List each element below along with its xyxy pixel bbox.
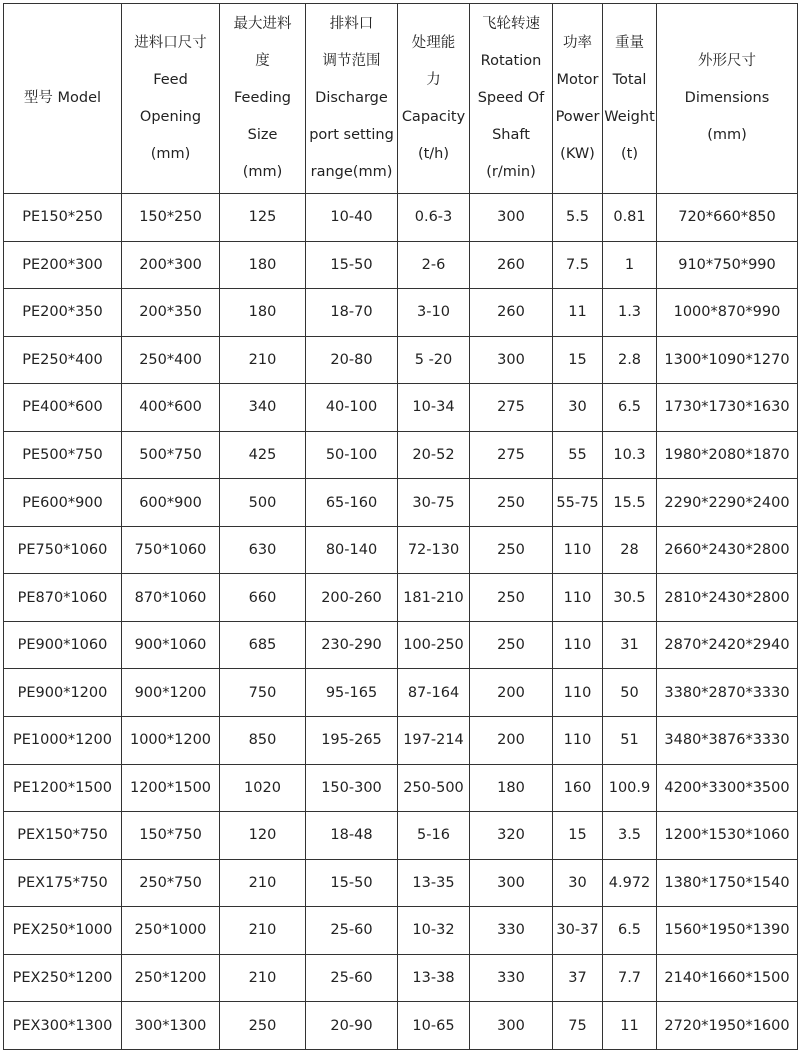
cell-rotation-speed: 250: [470, 526, 553, 574]
cell-dimensions: 1200*1530*1060: [657, 812, 798, 860]
cell-motor-power: 110: [553, 574, 603, 622]
header-line: (mm): [150, 145, 191, 162]
table-row: [4, 669, 798, 717]
cell-motor-power: 37: [553, 954, 603, 1002]
cell-feed-opening: 250*400: [122, 336, 220, 384]
cell-rotation-speed: 320: [470, 812, 553, 860]
cell-capacity: 181-210: [398, 574, 470, 622]
cell-motor-power: 110: [553, 717, 603, 765]
cell-capacity: 3-10: [398, 289, 470, 337]
table-row: [4, 812, 798, 860]
cell-capacity: 100-250: [398, 621, 470, 669]
cell-dimensions: 2720*1950*1600: [657, 1002, 798, 1050]
cell-rotation-speed: 275: [470, 431, 553, 479]
header-line: 最大进料: [233, 16, 292, 32]
table-row: [4, 717, 798, 765]
cell-motor-power: 5.5: [553, 194, 603, 242]
cell-model: PE200*350: [4, 289, 122, 337]
header-feed-opening: [122, 4, 220, 194]
cell-dimensions: 1000*870*990: [657, 289, 798, 337]
cell-feeding-size: 210: [220, 954, 306, 1002]
cell-capacity: 20-52: [398, 431, 470, 479]
cell-feed-opening: 250*750: [122, 859, 220, 907]
cell-feeding-size: 750: [220, 669, 306, 717]
cell-motor-power: 160: [553, 764, 603, 812]
cell-total-weight: 51: [603, 717, 657, 765]
table-row: [4, 194, 798, 242]
header-line: port setting: [309, 127, 394, 143]
cell-dimensions: 2810*2430*2800: [657, 574, 798, 622]
cell-capacity: 10-32: [398, 907, 470, 955]
cell-discharge-range: 25-60: [306, 954, 398, 1002]
cell-dimensions: 4200*3300*3500: [657, 764, 798, 812]
cell-feeding-size: 1020: [220, 764, 306, 812]
cell-total-weight: 28: [603, 526, 657, 574]
cell-feed-opening: 1200*1500: [122, 764, 220, 812]
cell-feed-opening: 1000*1200: [122, 717, 220, 765]
cell-dimensions: 1560*1950*1390: [657, 907, 798, 955]
cell-capacity: 250-500: [398, 764, 470, 812]
cell-rotation-speed: 200: [470, 717, 553, 765]
cell-feeding-size: 210: [220, 907, 306, 955]
cell-motor-power: 30: [553, 384, 603, 432]
cell-feeding-size: 685: [220, 621, 306, 669]
table-row: [4, 479, 798, 527]
cell-feed-opening: 200*300: [122, 241, 220, 289]
cell-feed-opening: 600*900: [122, 479, 220, 527]
cell-discharge-range: 95-165: [306, 669, 398, 717]
header-line: (t): [621, 145, 638, 162]
table-row: [4, 241, 798, 289]
cell-model: PE250*400: [4, 336, 122, 384]
header-line: (KW): [560, 145, 595, 162]
cell-total-weight: 6.5: [603, 384, 657, 432]
header-line: 重量: [615, 34, 644, 51]
header-total-weight: [603, 4, 657, 194]
cell-feeding-size: 250: [220, 1002, 306, 1050]
header-line: 飞轮转速: [482, 16, 540, 32]
cell-total-weight: 30.5: [603, 574, 657, 622]
cell-dimensions: 1730*1730*1630: [657, 384, 798, 432]
header-line: (mm): [707, 127, 747, 143]
table-row: [4, 954, 798, 1002]
cell-total-weight: 1.3: [603, 289, 657, 337]
cell-model: PE150*250: [4, 194, 122, 242]
spec-table: [3, 3, 798, 1050]
header-line: Feed: [153, 71, 188, 88]
cell-dimensions: 2870*2420*2940: [657, 621, 798, 669]
table-row: [4, 384, 798, 432]
header-line: (t/h): [417, 145, 450, 162]
header-line: Size: [247, 127, 278, 143]
cell-feeding-size: 210: [220, 336, 306, 384]
header-line: 型号 Model: [23, 90, 102, 106]
cell-feeding-size: 210: [220, 859, 306, 907]
header-rotation-speed: [470, 4, 553, 194]
cell-rotation-speed: 330: [470, 907, 553, 955]
cell-rotation-speed: 300: [470, 336, 553, 384]
cell-rotation-speed: 330: [470, 954, 553, 1002]
cell-discharge-range: 10-40: [306, 194, 398, 242]
cell-feeding-size: 425: [220, 431, 306, 479]
cell-rotation-speed: 300: [470, 859, 553, 907]
cell-dimensions: 3380*2870*3330: [657, 669, 798, 717]
header-line: 调节范围: [322, 53, 381, 69]
cell-dimensions: 1300*1090*1270: [657, 336, 798, 384]
cell-model: PEX250*1000: [4, 907, 122, 955]
cell-model: PEX250*1200: [4, 954, 122, 1002]
cell-model: PE900*1060: [4, 621, 122, 669]
cell-model: PE600*900: [4, 479, 122, 527]
table-row: [4, 574, 798, 622]
cell-motor-power: 30: [553, 859, 603, 907]
cell-rotation-speed: 275: [470, 384, 553, 432]
cell-feeding-size: 340: [220, 384, 306, 432]
cell-total-weight: 7.7: [603, 954, 657, 1002]
cell-discharge-range: 150-300: [306, 764, 398, 812]
cell-model: PE870*1060: [4, 574, 122, 622]
header-line: Speed Of: [477, 90, 545, 106]
cell-feed-opening: 250*1000: [122, 907, 220, 955]
header-line: (r/min): [486, 164, 536, 180]
table-row: [4, 621, 798, 669]
cell-discharge-range: 20-80: [306, 336, 398, 384]
cell-feed-opening: 150*750: [122, 812, 220, 860]
table-body: [4, 194, 798, 1050]
table-row: [4, 1002, 798, 1050]
cell-dimensions: 720*660*850: [657, 194, 798, 242]
cell-capacity: 13-35: [398, 859, 470, 907]
cell-feeding-size: 180: [220, 289, 306, 337]
cell-discharge-range: 80-140: [306, 526, 398, 574]
cell-motor-power: 110: [553, 669, 603, 717]
cell-capacity: 13-38: [398, 954, 470, 1002]
cell-dimensions: 1980*2080*1870: [657, 431, 798, 479]
cell-feeding-size: 180: [220, 241, 306, 289]
cell-rotation-speed: 200: [470, 669, 553, 717]
header-line: Dimensions: [684, 90, 770, 106]
cell-total-weight: 3.5: [603, 812, 657, 860]
header-line: Discharge: [315, 90, 388, 106]
cell-total-weight: 1: [603, 241, 657, 289]
cell-feeding-size: 120: [220, 812, 306, 860]
header-motor-power: [553, 4, 603, 194]
cell-feed-opening: 150*250: [122, 194, 220, 242]
header-discharge-range: [306, 4, 398, 194]
cell-model: PE750*1060: [4, 526, 122, 574]
cell-capacity: 10-65: [398, 1002, 470, 1050]
cell-discharge-range: 230-290: [306, 621, 398, 669]
cell-motor-power: 110: [553, 621, 603, 669]
header-line: 处理能: [411, 34, 456, 51]
header-row: [4, 4, 798, 194]
header-line: Opening: [139, 108, 202, 125]
cell-rotation-speed: 250: [470, 621, 553, 669]
cell-model: PE900*1200: [4, 669, 122, 717]
cell-capacity: 5 -20: [398, 336, 470, 384]
header-line: 外形尺寸: [698, 53, 756, 69]
cell-discharge-range: 15-50: [306, 241, 398, 289]
cell-motor-power: 11: [553, 289, 603, 337]
cell-discharge-range: 15-50: [306, 859, 398, 907]
cell-feed-opening: 500*750: [122, 431, 220, 479]
cell-rotation-speed: 260: [470, 289, 553, 337]
cell-total-weight: 0.81: [603, 194, 657, 242]
cell-model: PEX150*750: [4, 812, 122, 860]
cell-capacity: 2-6: [398, 241, 470, 289]
header-line: Power: [555, 108, 600, 125]
cell-model: PEX175*750: [4, 859, 122, 907]
cell-discharge-range: 50-100: [306, 431, 398, 479]
cell-dimensions: 2140*1660*1500: [657, 954, 798, 1002]
cell-discharge-range: 18-48: [306, 812, 398, 860]
header-line: (mm): [242, 164, 283, 180]
cell-feed-opening: 900*1060: [122, 621, 220, 669]
cell-motor-power: 55-75: [553, 479, 603, 527]
header-line: Capacity: [401, 108, 466, 125]
cell-discharge-range: 40-100: [306, 384, 398, 432]
cell-feeding-size: 125: [220, 194, 306, 242]
cell-capacity: 197-214: [398, 717, 470, 765]
header-line: Motor: [556, 71, 599, 88]
header-capacity: [398, 4, 470, 194]
cell-rotation-speed: 300: [470, 194, 553, 242]
cell-total-weight: 31: [603, 621, 657, 669]
header-line: 度: [255, 53, 270, 69]
cell-model: PE1200*1500: [4, 764, 122, 812]
cell-motor-power: 110: [553, 526, 603, 574]
cell-feed-opening: 750*1060: [122, 526, 220, 574]
table-row: [4, 907, 798, 955]
cell-dimensions: 2660*2430*2800: [657, 526, 798, 574]
cell-model: PE500*750: [4, 431, 122, 479]
table-row: [4, 336, 798, 384]
cell-rotation-speed: 180: [470, 764, 553, 812]
cell-rotation-speed: 300: [470, 1002, 553, 1050]
header-line: 进料口尺寸: [134, 34, 207, 51]
cell-discharge-range: 25-60: [306, 907, 398, 955]
header-line: Feeding: [233, 90, 292, 106]
cell-feed-opening: 870*1060: [122, 574, 220, 622]
header-dimensions: [657, 4, 798, 194]
cell-capacity: 30-75: [398, 479, 470, 527]
cell-feeding-size: 500: [220, 479, 306, 527]
cell-model: PE200*300: [4, 241, 122, 289]
cell-motor-power: 30-37: [553, 907, 603, 955]
cell-dimensions: 3480*3876*3330: [657, 717, 798, 765]
header-line: range(mm): [310, 164, 393, 180]
cell-dimensions: 1380*1750*1540: [657, 859, 798, 907]
cell-capacity: 5-16: [398, 812, 470, 860]
cell-total-weight: 100.9: [603, 764, 657, 812]
cell-discharge-range: 20-90: [306, 1002, 398, 1050]
cell-rotation-speed: 250: [470, 574, 553, 622]
cell-motor-power: 15: [553, 336, 603, 384]
cell-feeding-size: 660: [220, 574, 306, 622]
header-line: 排料口: [329, 16, 374, 32]
cell-discharge-range: 65-160: [306, 479, 398, 527]
cell-total-weight: 6.5: [603, 907, 657, 955]
cell-discharge-range: 195-265: [306, 717, 398, 765]
cell-feeding-size: 630: [220, 526, 306, 574]
cell-motor-power: 55: [553, 431, 603, 479]
header-feeding-size: [220, 4, 306, 194]
cell-rotation-speed: 250: [470, 479, 553, 527]
cell-discharge-range: 18-70: [306, 289, 398, 337]
table-row: [4, 431, 798, 479]
header-line: Shaft: [492, 127, 530, 143]
header-line: 力: [426, 71, 441, 88]
cell-motor-power: 75: [553, 1002, 603, 1050]
header-line: Rotation: [480, 53, 542, 69]
cell-model: PE400*600: [4, 384, 122, 432]
header-line: Weight: [604, 108, 655, 125]
cell-total-weight: 4.972: [603, 859, 657, 907]
table-row: [4, 764, 798, 812]
cell-total-weight: 50: [603, 669, 657, 717]
cell-capacity: 0.6-3: [398, 194, 470, 242]
cell-feed-opening: 400*600: [122, 384, 220, 432]
cell-model: PE1000*1200: [4, 717, 122, 765]
cell-total-weight: 10.3: [603, 431, 657, 479]
cell-total-weight: 2.8: [603, 336, 657, 384]
header-line: Total: [612, 71, 647, 88]
cell-dimensions: 2290*2290*2400: [657, 479, 798, 527]
cell-capacity: 72-130: [398, 526, 470, 574]
cell-motor-power: 7.5: [553, 241, 603, 289]
cell-capacity: 10-34: [398, 384, 470, 432]
header-model: [4, 4, 122, 194]
cell-dimensions: 910*750*990: [657, 241, 798, 289]
cell-motor-power: 15: [553, 812, 603, 860]
table-row: [4, 526, 798, 574]
cell-capacity: 87-164: [398, 669, 470, 717]
cell-rotation-speed: 260: [470, 241, 553, 289]
table-row: [4, 289, 798, 337]
cell-feeding-size: 850: [220, 717, 306, 765]
cell-model: PEX300*1300: [4, 1002, 122, 1050]
cell-discharge-range: 200-260: [306, 574, 398, 622]
cell-feed-opening: 250*1200: [122, 954, 220, 1002]
cell-total-weight: 15.5: [603, 479, 657, 527]
cell-feed-opening: 200*350: [122, 289, 220, 337]
cell-feed-opening: 900*1200: [122, 669, 220, 717]
cell-feed-opening: 300*1300: [122, 1002, 220, 1050]
header-line: 功率: [563, 34, 592, 51]
table-row: [4, 859, 798, 907]
cell-total-weight: 11: [603, 1002, 657, 1050]
